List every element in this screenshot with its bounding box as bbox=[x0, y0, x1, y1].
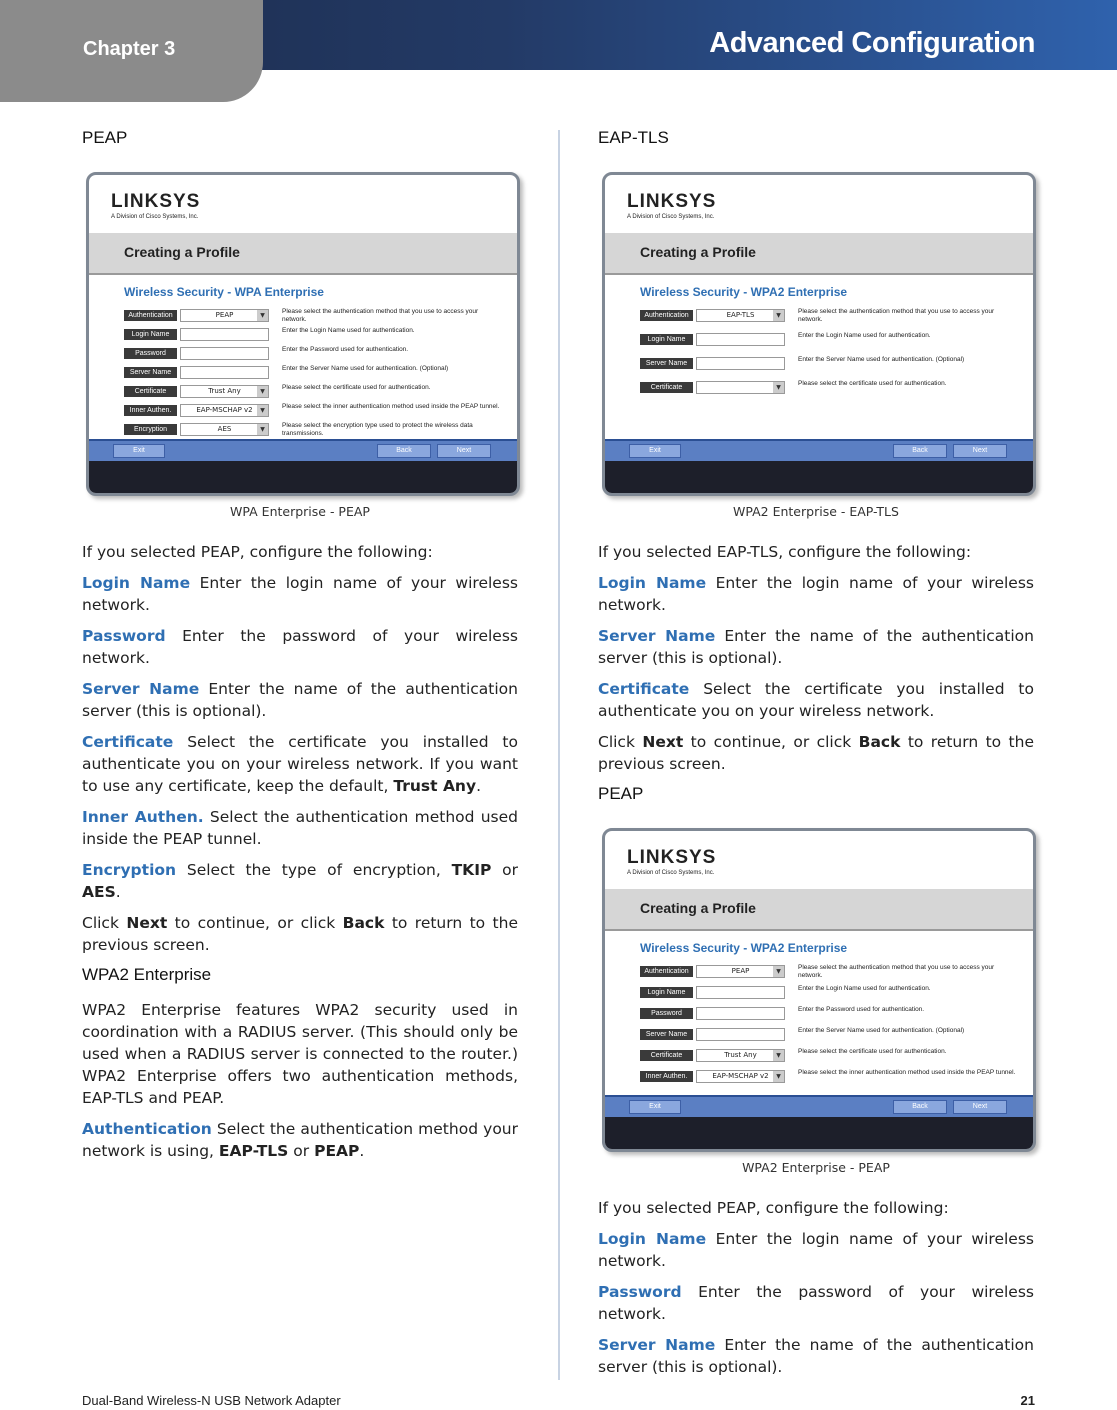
field-select[interactable] bbox=[696, 1049, 785, 1062]
form-row bbox=[640, 1006, 1025, 1027]
field-label: Inner Authen. bbox=[124, 405, 177, 416]
screenshot-wpa2-peap bbox=[602, 828, 1036, 1152]
intro-text: If you selected PEAP, configure the following: bbox=[82, 543, 433, 561]
field-value: Trust Any bbox=[208, 387, 241, 395]
field-label: Authentication bbox=[124, 310, 177, 321]
security-title: Wireless Security - WPA Enterprise bbox=[124, 285, 324, 299]
next-button[interactable]: Next bbox=[953, 444, 1007, 458]
term-text: Enter the name of the authentication server (this is optional). bbox=[598, 627, 1034, 667]
right-column bbox=[598, 128, 1034, 1387]
form-row bbox=[124, 365, 509, 384]
next-button[interactable]: Next bbox=[437, 444, 491, 458]
figure-caption: WPA2 Enterprise - EAP-TLS bbox=[733, 504, 899, 519]
term-paragraph bbox=[598, 1281, 1034, 1325]
field-input[interactable] bbox=[180, 347, 269, 360]
form-row bbox=[640, 308, 1025, 332]
settings-form bbox=[124, 308, 509, 441]
field-label: Login Name bbox=[640, 987, 693, 998]
footer-product: Dual-Band Wireless-N USB Network Adapter bbox=[82, 1393, 341, 1408]
form-row bbox=[640, 964, 1025, 985]
settings-form bbox=[640, 964, 1025, 1090]
field-select[interactable] bbox=[696, 381, 785, 394]
exit-button[interactable]: Exit bbox=[113, 444, 165, 458]
term-text: Enter the login name of your wireless network. bbox=[82, 574, 518, 614]
wpa2-text: WPA2 Enterprise features WPA2 security used in coordination with a RADIUS server. (This should only be used when a RADIUS server is connected to the router.) WPA2 Enterprise offers two authentication methods, EAP-TLS and PEAP. bbox=[82, 1001, 518, 1107]
chevron-down-icon[interactable]: ▼ bbox=[773, 310, 784, 321]
form-row bbox=[640, 985, 1025, 1006]
section-heading-peap: PEAP bbox=[598, 784, 644, 803]
term-paragraph bbox=[598, 1334, 1034, 1378]
field-label: Password bbox=[640, 1008, 693, 1019]
figure-caption: WPA2 Enterprise - PEAP bbox=[742, 1160, 890, 1175]
field-description: Please select the certificate used for authentication. bbox=[798, 380, 947, 387]
field-description: Please select the inner authentication method used inside the PEAP tunnel. bbox=[282, 403, 500, 410]
settings-form bbox=[640, 308, 1025, 404]
profile-band: Creating a Profile bbox=[89, 233, 517, 275]
field-description: Please select the authentication method that you use to access your network. bbox=[798, 308, 995, 323]
term-text: Enter the name of the authentication server (this is optional). bbox=[82, 680, 518, 720]
form-row bbox=[640, 1027, 1025, 1048]
term-label: Password bbox=[82, 627, 166, 645]
field-label: Certificate bbox=[640, 382, 693, 393]
field-label: Server Name bbox=[640, 358, 693, 369]
continue-text: Click Next to continue, or click Back to return to the previous screen. bbox=[598, 733, 1034, 773]
term-text: Enter the password of your wireless network. bbox=[598, 1283, 1034, 1323]
term-label: Login Name bbox=[598, 1230, 707, 1248]
field-description: Enter the Server Name used for authentication. (Optional) bbox=[798, 1027, 965, 1034]
field-value: PEAP bbox=[731, 967, 750, 975]
chevron-down-icon[interactable]: ▼ bbox=[257, 386, 268, 397]
profile-band: Creating a Profile bbox=[605, 233, 1033, 275]
exit-button[interactable]: Exit bbox=[629, 444, 681, 458]
security-title: Wireless Security - WPA2 Enterprise bbox=[640, 285, 848, 299]
field-value: EAP-MSCHAP v2 bbox=[712, 1072, 769, 1080]
field-label: Server Name bbox=[124, 367, 177, 378]
intro-text: If you selected EAP-TLS, configure the following: bbox=[598, 543, 972, 561]
field-description: Please select the inner authentication method used inside the PEAP tunnel. bbox=[798, 1069, 1016, 1076]
column-divider bbox=[558, 130, 560, 1380]
form-row bbox=[640, 1048, 1025, 1069]
term-text: Enter the login name of your wireless network. bbox=[598, 1230, 1034, 1270]
term-paragraph bbox=[82, 572, 518, 616]
term-label: Server Name bbox=[598, 627, 716, 645]
field-select[interactable] bbox=[696, 1070, 785, 1083]
field-description: Please select the certificate used for authentication. bbox=[282, 384, 431, 391]
field-label: Password bbox=[124, 348, 177, 359]
term-text: Enter the login name of your wireless network. bbox=[598, 574, 1034, 614]
chevron-down-icon[interactable]: ▼ bbox=[257, 424, 268, 435]
back-button[interactable]: Back bbox=[893, 1100, 947, 1114]
footer-bar bbox=[605, 1117, 1033, 1149]
exit-button[interactable]: Exit bbox=[629, 1100, 681, 1114]
field-label: Certificate bbox=[124, 386, 177, 397]
screenshot-wpa-enterprise-peap bbox=[86, 172, 520, 496]
encryption-desc: Encryption Select the type of encryption, TKIP or AES. bbox=[82, 861, 518, 901]
certificate-desc: Certificate Select the certificate you installed to authenticate you on your wireless network. If you want to use any certificate, keep the default, Trust Any. bbox=[82, 733, 518, 795]
field-input[interactable] bbox=[696, 333, 785, 346]
linksys-logo: LINKSYS A Division of Cisco Systems, Inc. bbox=[111, 191, 201, 220]
form-row bbox=[124, 308, 509, 327]
field-descriptions bbox=[598, 1228, 1034, 1378]
term-label: Server Name bbox=[82, 680, 200, 698]
form-row bbox=[640, 380, 1025, 404]
field-description: Enter the Server Name used for authentication. (Optional) bbox=[282, 365, 449, 372]
left-column bbox=[82, 128, 518, 1171]
field-description: Please select the authentication method that you use to access your network. bbox=[282, 308, 479, 323]
field-value: EAP-MSCHAP v2 bbox=[196, 406, 253, 414]
authentication-desc: Authentication Select the authentication method your network is using, EAP-TLS or PEAP. bbox=[82, 1120, 518, 1160]
figure-caption: WPA Enterprise - PEAP bbox=[230, 504, 370, 519]
form-row bbox=[640, 332, 1025, 356]
field-select[interactable] bbox=[180, 404, 269, 417]
chevron-down-icon[interactable]: ▼ bbox=[773, 966, 784, 977]
field-label: Authentication bbox=[640, 310, 693, 321]
term-paragraph bbox=[82, 625, 518, 669]
term-paragraph bbox=[82, 678, 518, 722]
page-number: 21 bbox=[1020, 1393, 1035, 1408]
field-description: Enter the Login Name used for authentication. bbox=[798, 985, 931, 992]
inner-authen-desc: Inner Authen. Select the authentication method used inside the PEAP tunnel. bbox=[82, 808, 518, 848]
field-input[interactable] bbox=[696, 986, 785, 999]
term-label: Login Name bbox=[598, 574, 707, 592]
field-label: Login Name bbox=[124, 329, 177, 340]
field-select[interactable] bbox=[696, 309, 785, 322]
footer-bar bbox=[605, 461, 1033, 493]
security-title: Wireless Security - WPA2 Enterprise bbox=[640, 941, 848, 955]
field-input[interactable] bbox=[180, 328, 269, 341]
chevron-down-icon[interactable]: ▼ bbox=[257, 405, 268, 416]
term-paragraph bbox=[598, 625, 1034, 669]
chevron-down-icon[interactable]: ▼ bbox=[773, 1050, 784, 1061]
page-title: Advanced Configuration bbox=[709, 27, 1035, 59]
section-heading-peap: PEAP bbox=[82, 128, 128, 147]
field-select[interactable] bbox=[180, 423, 269, 436]
screenshot-wpa2-eaptls bbox=[602, 172, 1036, 496]
intro-text: If you selected PEAP, configure the following: bbox=[598, 1199, 949, 1217]
section-heading-eaptls: EAP-TLS bbox=[598, 128, 669, 147]
button-bar bbox=[605, 439, 1033, 461]
term-label: Login Name bbox=[82, 574, 191, 592]
field-description: Enter the Password used for authentication. bbox=[282, 346, 409, 353]
field-description: Enter the Server Name used for authentication. (Optional) bbox=[798, 356, 965, 363]
form-row bbox=[124, 384, 509, 403]
chevron-down-icon[interactable]: ▼ bbox=[257, 310, 268, 321]
field-description: Please select the authentication method that you use to access your network. bbox=[798, 964, 995, 979]
button-bar bbox=[605, 1095, 1033, 1117]
term-paragraph bbox=[598, 572, 1034, 616]
back-button[interactable]: Back bbox=[893, 444, 947, 458]
field-description: Please select the certificate used for authentication. bbox=[798, 1048, 947, 1055]
field-value: AES bbox=[217, 425, 232, 433]
profile-band: Creating a Profile bbox=[605, 889, 1033, 931]
field-value: PEAP bbox=[215, 311, 234, 319]
term-paragraph bbox=[598, 1228, 1034, 1272]
chapter-label: Chapter 3 bbox=[83, 38, 176, 60]
term-text: Select the certificate you installed to authenticate you on your wireless network. bbox=[598, 680, 1034, 720]
field-label: Server Name bbox=[640, 1029, 693, 1040]
field-input[interactable] bbox=[180, 366, 269, 379]
next-button[interactable]: Next bbox=[953, 1100, 1007, 1114]
field-input[interactable] bbox=[696, 357, 785, 370]
field-descriptions bbox=[82, 572, 518, 722]
term-label: Certificate bbox=[598, 680, 690, 698]
field-description: Please select the encryption type used to protect the wireless data transmissions. bbox=[282, 422, 473, 437]
field-descriptions bbox=[598, 572, 1034, 722]
form-row bbox=[124, 403, 509, 422]
field-description: Enter the Password used for authentication. bbox=[798, 1006, 925, 1013]
field-label: Authentication bbox=[640, 966, 693, 977]
form-row bbox=[124, 327, 509, 346]
form-row bbox=[640, 356, 1025, 380]
button-bar bbox=[89, 439, 517, 461]
linksys-logo: LINKSYS A Division of Cisco Systems, Inc. bbox=[627, 847, 717, 876]
field-label: Inner Authen. bbox=[640, 1071, 693, 1082]
term-text: Enter the name of the authentication server (this is optional). bbox=[598, 1336, 1034, 1376]
field-description: Enter the Login Name used for authentication. bbox=[798, 332, 931, 339]
chevron-down-icon[interactable]: ▼ bbox=[773, 382, 784, 393]
form-row bbox=[640, 1069, 1025, 1090]
field-select[interactable] bbox=[696, 965, 785, 978]
field-label: Encryption bbox=[124, 424, 177, 435]
linksys-logo: LINKSYS A Division of Cisco Systems, Inc. bbox=[627, 191, 717, 220]
term-paragraph bbox=[598, 678, 1034, 722]
chapter-tab bbox=[0, 0, 263, 102]
field-label: Login Name bbox=[640, 334, 693, 345]
form-row bbox=[124, 346, 509, 365]
term-text: Enter the password of your wireless network. bbox=[82, 627, 518, 667]
field-select[interactable] bbox=[180, 385, 269, 398]
continue-text: Click Next to continue, or click Back to return to the previous screen. bbox=[82, 914, 518, 954]
term-label: Password bbox=[598, 1283, 682, 1301]
field-select[interactable] bbox=[180, 309, 269, 322]
section-heading-wpa2: WPA2 Enterprise bbox=[82, 965, 212, 984]
chevron-down-icon[interactable]: ▼ bbox=[773, 1071, 784, 1082]
field-value: EAP-TLS bbox=[726, 311, 755, 319]
footer-bar bbox=[89, 461, 517, 493]
field-description: Enter the Login Name used for authentication. bbox=[282, 327, 415, 334]
back-button[interactable]: Back bbox=[377, 444, 431, 458]
field-value: Trust Any bbox=[724, 1051, 757, 1059]
field-input[interactable] bbox=[696, 1007, 785, 1020]
field-input[interactable] bbox=[696, 1028, 785, 1041]
field-label: Certificate bbox=[640, 1050, 693, 1061]
term-label: Server Name bbox=[598, 1336, 716, 1354]
